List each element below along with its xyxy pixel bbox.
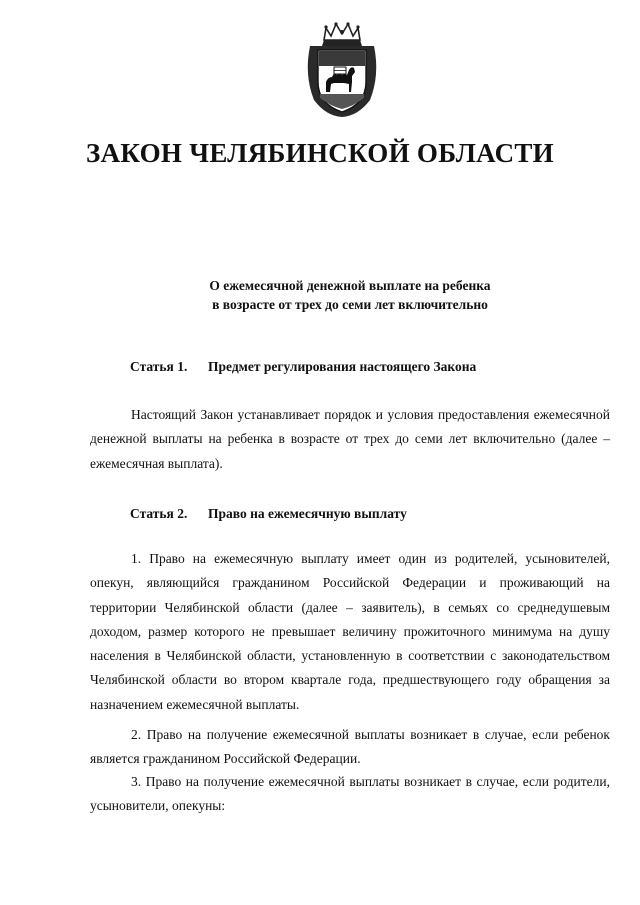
chelyabinsk-coat-of-arms <box>304 20 380 118</box>
article-1-paragraph: Настоящий Закон устанавливает порядок и условия предоставления ежемесячной денежной выплаты на ребенка в возрасте от трех до семи лет включительно (далее – ежемесячная выплата). <box>90 407 610 471</box>
article-2-number: Статья 2. <box>130 506 188 521</box>
article-2-paragraph-3: 3. Право на получение ежемесячной выплаты возникает в случае, если родители, усыновители, опекуны: <box>90 774 610 814</box>
article-2-paragraph-2: 2. Право на получение ежемесячной выплаты возникает в случае, если ребенок является гражданином Российской Федерации. <box>90 727 610 767</box>
subject-line-2: в возрасте от трех до семи лет включительно <box>212 297 488 312</box>
law-subject <box>150 276 550 314</box>
article-2-paragraph-1: 1. Право на ежемесячную выплату имеет один из родителей, усыновителей, опекун, являющийся гражданином Российской Федерации и проживающий на территории Челябинской области (далее – заявитель), в семьях со среднедушевым доходом, размер которого не превышает величину прожиточного минимума на душу населения в Челябинской области, установленную в соответствии с законодательством Челябинской области во втором квартале года, предшествующего году обращения за назначением ежемесячной выплаты. <box>90 551 610 712</box>
article-2-title: Право на ежемесячную выплату <box>208 506 407 521</box>
article-2-heading <box>130 506 407 522</box>
article-1-heading <box>130 359 476 375</box>
article-1-number: Статья 1. <box>130 359 188 374</box>
law-title: ЗАКОН ЧЕЛЯБИНСКОЙ ОБЛАСТИ <box>86 138 554 168</box>
subject-line-1: О ежемесячной денежной выплате на ребенка <box>209 278 491 293</box>
article-1-title: Предмет регулирования настоящего Закона <box>208 359 477 374</box>
